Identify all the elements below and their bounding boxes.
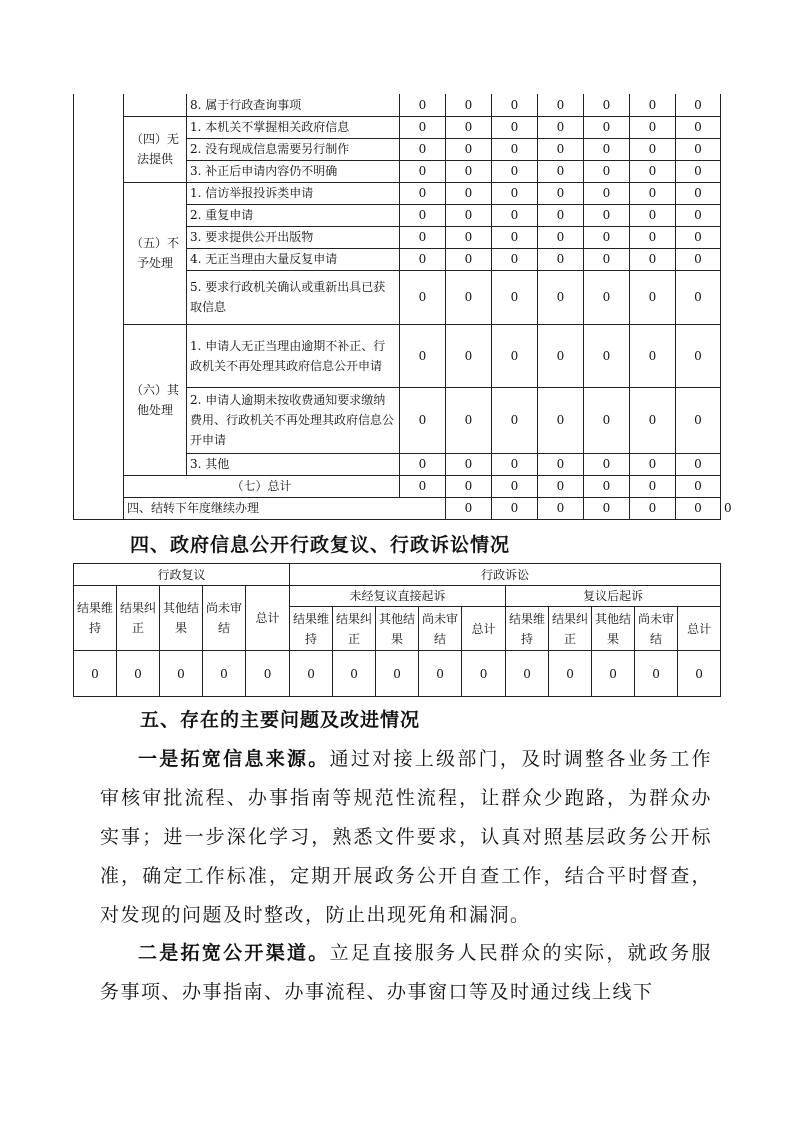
table-cell: 0: [549, 651, 592, 697]
table-cell: 0: [630, 248, 676, 270]
row-label: 5. 要求行政机关确认或重新出具已获取信息: [187, 270, 400, 324]
paragraph-lead: 二是拓宽公开渠道。: [138, 942, 330, 964]
table-cell: 0: [400, 226, 446, 248]
direct-suit-header: 未经复议直接起诉: [290, 586, 506, 607]
table-cell: 0: [678, 651, 721, 697]
table-row: [74, 475, 721, 497]
table-cell: 0: [676, 138, 721, 160]
table-cell: 0: [630, 160, 676, 182]
table-cell: 0: [492, 160, 538, 182]
table-cell: 0: [333, 651, 376, 697]
table-cell: 0: [446, 226, 492, 248]
table-cell: 0: [446, 270, 492, 324]
table-cell: 0: [492, 324, 538, 387]
table-cell: 0: [635, 651, 678, 697]
column-header: 总计: [678, 607, 721, 651]
table-cell: 0: [400, 324, 446, 387]
row-label: 2. 重复申请: [187, 204, 400, 226]
table-cell: 0: [538, 497, 584, 519]
table-cell: 0: [492, 270, 538, 324]
column-header: 结果维持: [290, 607, 333, 651]
table-cell: 0: [446, 497, 492, 519]
table-cell: 0: [584, 226, 630, 248]
table-cell: 0: [538, 160, 584, 182]
table-cell: 0: [584, 204, 630, 226]
table-row: [74, 564, 721, 586]
row-label: 1. 本机关不掌握相关政府信息: [187, 116, 400, 138]
section-heading: 五、存在的主要问题及改进情况: [140, 709, 421, 731]
outer-category-cell: [74, 94, 124, 519]
column-header: 结果维持: [74, 586, 117, 651]
table-cell: 0: [446, 475, 492, 497]
table-cell: 0: [584, 270, 630, 324]
table-cell: 0: [492, 94, 538, 116]
category-cell: （五）不予处理: [124, 182, 187, 324]
table-cell: 0: [376, 651, 419, 697]
table-cell: 0: [676, 116, 721, 138]
table-cell: 0: [446, 387, 492, 453]
table-cell: 0: [492, 387, 538, 453]
paragraph: [100, 740, 712, 935]
table-cell: 0: [538, 138, 584, 160]
row-label: 1. 信访举报投诉类申请: [187, 182, 400, 204]
row-label: 2. 申请人逾期未按收费通知要求缴纳费用、行政机关不再处理其政府信息公开申请: [187, 387, 400, 453]
column-header: 总计: [462, 607, 506, 651]
total-label: （七）总计: [124, 475, 400, 497]
table-cell: 0: [462, 651, 506, 697]
row-label: 4. 无正当理由大量反复申请: [187, 248, 400, 270]
paragraph-text: 立足直接服务人民群众的实际，就政务服务事项、办事指南、办事流程、办事窗口等及时通过线上线下: [100, 942, 712, 1003]
table-cell: 0: [676, 226, 721, 248]
table-cell: 0: [584, 138, 630, 160]
table-cell: 0: [538, 182, 584, 204]
table-cell: 0: [538, 387, 584, 453]
table-row: 四、结转下年度继续办理 0 0 0 0 0 0 0: [74, 497, 721, 519]
table-cell: 0: [584, 453, 630, 475]
column-header: 结果纠正: [549, 607, 592, 651]
table-cell: 0: [400, 270, 446, 324]
table-cell: 0: [630, 497, 676, 519]
table-cell: 0: [676, 270, 721, 324]
after-review-header: 复议后起诉: [506, 586, 721, 607]
column-header: 其他结果: [160, 586, 203, 651]
table-cell: 0: [400, 475, 446, 497]
table-cell: 0: [538, 324, 584, 387]
table-cell: 0: [584, 160, 630, 182]
column-header: 尚未审结: [419, 607, 462, 651]
row-label: 1. 申请人无正当理由逾期不补正、行政机关不再处理其政府信息公开申请: [187, 324, 400, 387]
table-cell: 0: [160, 651, 203, 697]
table-cell: 0: [290, 651, 333, 697]
table-cell: 0: [676, 453, 721, 475]
table-cell: 0: [492, 116, 538, 138]
table-cell: 0: [630, 270, 676, 324]
table-cell: 0: [584, 182, 630, 204]
table-cell: 0: [676, 182, 721, 204]
table-cell: 0: [630, 226, 676, 248]
table-cell: 0: [446, 204, 492, 226]
table-cell: 0: [400, 204, 446, 226]
table-cell: 0: [676, 497, 721, 519]
table-cell: 0: [538, 270, 584, 324]
column-header: 结果维持: [506, 607, 549, 651]
table-cell: 0: [492, 182, 538, 204]
row-label: 2. 没有现成信息需要另行制作: [187, 138, 400, 160]
table-row: [74, 324, 721, 387]
table-cell: 0: [446, 94, 492, 116]
table-cell: 0: [400, 94, 446, 116]
table-cell: 0: [676, 94, 721, 116]
table-cell: 0: [676, 475, 721, 497]
table-cell: 0: [630, 116, 676, 138]
column-header: 结果纠正: [117, 586, 160, 651]
table-cell: 0: [538, 116, 584, 138]
row-label: 3. 要求提供公开出版物: [187, 226, 400, 248]
table-cell: 0: [584, 387, 630, 453]
table-cell: 0: [538, 204, 584, 226]
table-cell: 0: [630, 324, 676, 387]
row-label: 8. 属于行政查询事项: [187, 94, 400, 116]
table-cell: 0: [538, 453, 584, 475]
table-cell: 0: [400, 182, 446, 204]
table-cell: 0: [676, 324, 721, 387]
table-cell: 0: [400, 453, 446, 475]
table-cell: 0: [630, 204, 676, 226]
column-header: 其他结果: [592, 607, 635, 651]
table-cell: 0: [400, 116, 446, 138]
table-cell: 0: [492, 475, 538, 497]
review-header: 行政复议: [74, 564, 290, 586]
category-cell: （四）无法提供: [124, 116, 187, 182]
table-cell: 0: [446, 248, 492, 270]
table-cell: 0: [419, 651, 462, 697]
table-row: [74, 182, 721, 204]
table-cell: 0: [630, 182, 676, 204]
row-label: 3. 其他: [187, 453, 400, 475]
table-cell: 0: [584, 475, 630, 497]
table-cell: 0: [492, 453, 538, 475]
table-cell: 0: [492, 248, 538, 270]
paragraph: [100, 934, 712, 1012]
carryover-label: 四、结转下年度继续办理: [124, 497, 446, 519]
table-cell: 0: [400, 160, 446, 182]
table-cell: 0: [492, 497, 538, 519]
table-cell: 0: [400, 248, 446, 270]
table-cell: 0: [74, 651, 117, 697]
category-cell: （六）其他处理: [124, 324, 187, 475]
table-cell: 0: [676, 248, 721, 270]
litigation-header: 行政诉讼: [290, 564, 721, 586]
table-cell: 0: [506, 651, 549, 697]
column-header: 总计: [246, 586, 290, 651]
table-cell: 0: [630, 94, 676, 116]
table-cell: 0: [492, 226, 538, 248]
column-header: 尚未审结: [635, 607, 678, 651]
table-cell: 0: [538, 94, 584, 116]
table-cell: 0: [446, 160, 492, 182]
column-header: 结果纠正: [333, 607, 376, 651]
column-header: 尚未审结: [203, 586, 246, 651]
table-cell: 0: [203, 651, 246, 697]
table-cell: 0: [584, 248, 630, 270]
table-cell: 0: [400, 387, 446, 453]
table-cell: 0: [592, 651, 635, 697]
table-cell: 0: [584, 497, 630, 519]
table-cell: 0: [630, 138, 676, 160]
category-cell: [124, 94, 187, 116]
table-cell: 0: [676, 204, 721, 226]
table-row: [74, 116, 721, 138]
application-handling-table: [73, 94, 732, 520]
table-cell: 0: [630, 387, 676, 453]
table-cell: 0: [676, 160, 721, 182]
table-cell: 0: [446, 324, 492, 387]
table-cell: 0: [538, 248, 584, 270]
table-cell: 0: [584, 94, 630, 116]
table-cell: 0: [492, 204, 538, 226]
table-cell: 0: [446, 182, 492, 204]
column-header: 其他结果: [376, 607, 419, 651]
table-cell: 0: [584, 116, 630, 138]
review-litigation-table: [73, 563, 721, 697]
table-cell: 0: [446, 453, 492, 475]
table-cell: 0: [446, 138, 492, 160]
table-cell: 0: [630, 453, 676, 475]
table-cell: 0: [630, 475, 676, 497]
table-cell: 0: [676, 387, 721, 453]
table-row: [74, 651, 721, 697]
table-cell: 0: [400, 138, 446, 160]
table-cell: 0: [117, 651, 160, 697]
section-heading: 四、政府信息公开行政复议、行政诉讼情况: [130, 534, 511, 556]
paragraph-lead: 一是拓宽信息来源。: [138, 748, 330, 770]
table-cell: 0: [446, 116, 492, 138]
table-cell: 0: [492, 138, 538, 160]
row-label: 3. 补正后申请内容仍不明确: [187, 160, 400, 182]
table-row: [74, 94, 721, 116]
table-cell: 0: [246, 651, 290, 697]
paragraph-text: 通过对接上级部门，及时调整各业务工作审核审批流程、办事指南等规范性流程，让群众少跑路，为群众办实事；进一步深化学习，熟悉文件要求，认真对照基层政务公开标准，确定工作标准，定期开展政务公开自查工作，结合平时督查，对发现的问题及时整改，防止出现死角和漏洞。: [100, 748, 712, 926]
table-cell: 0: [538, 226, 584, 248]
table-row: [74, 586, 721, 607]
table-cell: 0: [538, 475, 584, 497]
table-cell: 0: [584, 324, 630, 387]
